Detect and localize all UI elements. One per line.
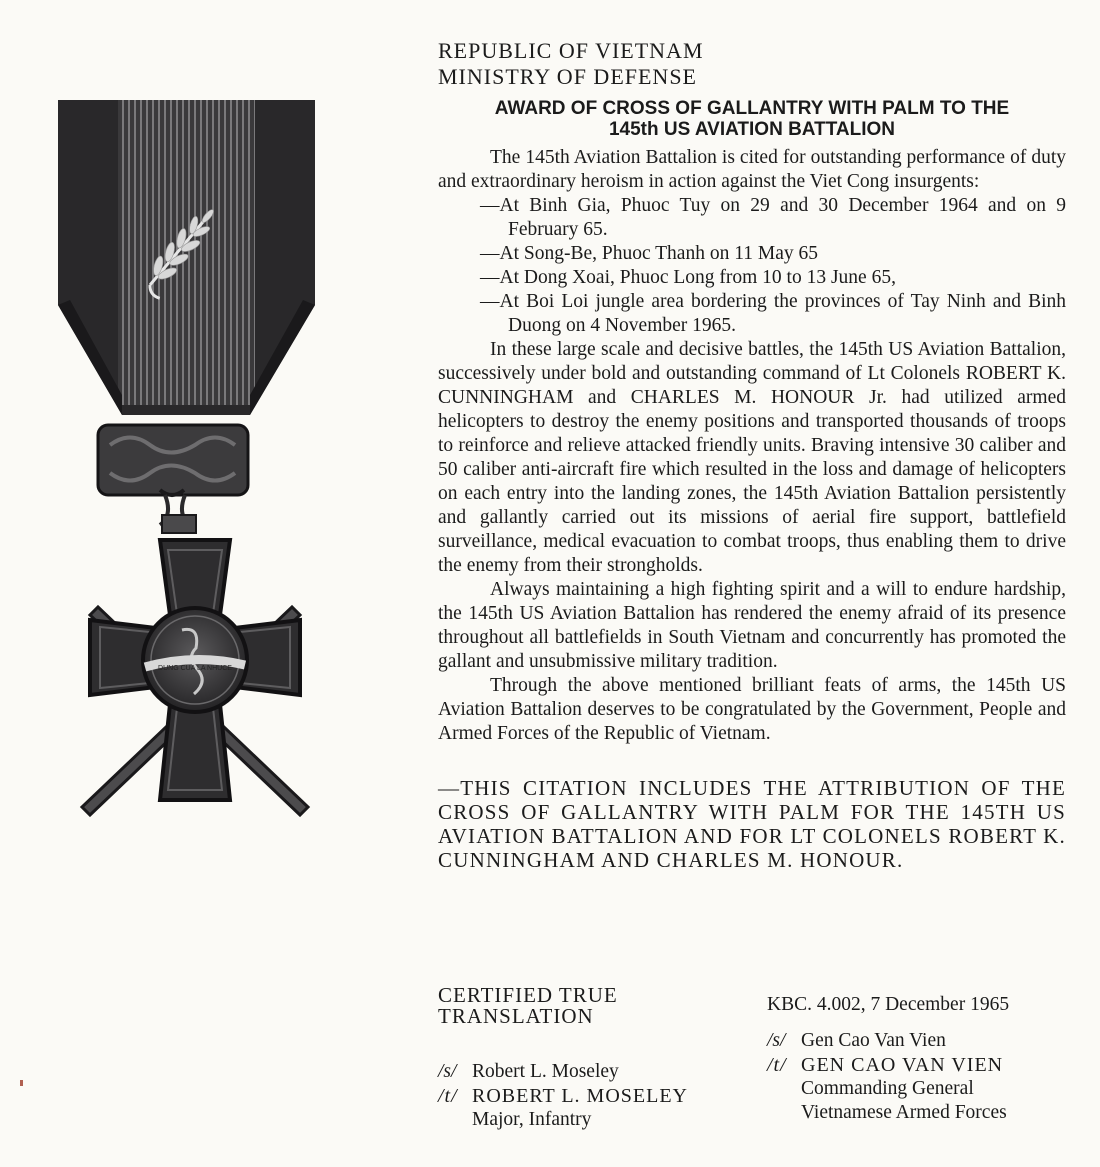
citation-text-column — [438, 38, 1066, 872]
suspension-bar — [98, 425, 248, 533]
certified-line1: CERTIFIED TRUE — [438, 983, 618, 1007]
general-signed-name: Gen Cao Van Vien — [801, 1030, 946, 1051]
action-item: —At Boi Loi jungle area bordering the provinces of Tay Ninh and Binh Duong on 4 November 1965. — [480, 291, 1066, 336]
spirit-paragraph: Always maintaining a high fighting spirit and a will to endure hardship, the 145th US Aviation Battalion has rendered the enemy afraid of its presence throughout all battlefields in South Vietnam and concurrently has promoted the gallant and unsubmissive military tradition. — [438, 579, 1066, 672]
intro-paragraph: The 145th Aviation Battalion is cited for outstanding performance of duty and extraordinary heroism in action against the Viet Cong insurgents: — [438, 147, 1066, 192]
award-title-line2: 145th US AVIATION BATTALION — [608, 119, 896, 140]
general-role-line1: Commanding General — [801, 1078, 974, 1099]
header-ministry: MINISTRY OF DEFENSE — [438, 64, 697, 89]
kbc-date-line: KBC. 4.002, 7 December 1965 — [767, 994, 1010, 1015]
translator-signature-block — [438, 985, 758, 1132]
general-signed-line — [767, 1029, 1087, 1053]
general-typed-line — [767, 1053, 1087, 1077]
typed-mark: /t/ — [767, 1054, 787, 1076]
general-signature-block — [767, 993, 1087, 1125]
translator-rank: Major, Infantry — [472, 1109, 592, 1130]
signed-mark: /s/ — [767, 1030, 786, 1051]
typed-mark: /t/ — [438, 1085, 458, 1107]
certified-line2: TRANSLATION — [438, 1004, 594, 1028]
translator-typed-name: ROBERT L. MOSELEY — [472, 1085, 688, 1107]
medal-motto: DUNG CUA LA NHUCE — [158, 665, 232, 672]
action-item: —At Dong Xoai, Phuoc Long from 10 to 13 June 65, — [480, 267, 896, 288]
signed-mark: /s/ — [438, 1061, 457, 1082]
battles-paragraph: In these large scale and decisive battles, the 145th US Aviation Battalion, successively under bold and outstanding command of Lt Colonels ROBERT K. CUNNINGHAM and CHARLES M. HONOUR Jr. had utilized armed helicopters to destroy the enemy positions and transported thousands of troops to reinforce and relieve attacked friendly units. Braving intensive 30 caliber and 50 caliber anti-aircraft fire which resulted in the loss and damage of helicopters on each entry into the landing zones, the 145th Aviation Battalion persistently and gallantly carried out its missions of aerial fire support, battlefield surveillance, medical evacuation to combat troops, thus enabling them to drive the enemy from their strongholds. — [438, 339, 1066, 576]
citation-attribution: —THIS CITATION INCLUDES THE ATTRIBUTION OF THE CROSS OF GALLANTRY WITH PALM FOR THE 145TH US AVIATION BATTALION AND FOR LT COLONELS ROBERT K. CUNNINGHAM AND CHARLES M. HONOUR. — [438, 776, 1066, 872]
translator-typed-line — [438, 1084, 758, 1108]
header-republic: REPUBLIC OF VIETNAM — [438, 38, 704, 63]
cross-badge — [82, 540, 308, 815]
translator-signed-line — [438, 1060, 758, 1084]
paper-speck — [20, 1080, 23, 1086]
cross-of-gallantry-medal-image — [50, 95, 340, 835]
citation-body — [438, 146, 1066, 746]
congratulations-paragraph: Through the above mentioned brilliant feats of arms, the 145th US Aviation Battalion deserves to be congratulated by the Government, People and Armed Forces of the Republic of Vietnam. — [438, 675, 1066, 744]
translator-signed-name: Robert L. Moseley — [472, 1061, 619, 1082]
action-item: —At Binh Gia, Phuoc Tuy on 29 and 30 December 1964 and on 9 February 65. — [480, 195, 1066, 240]
general-role-line2: Vietnamese Armed Forces — [801, 1102, 1007, 1123]
general-typed-name: GEN CAO VAN VIEN — [801, 1054, 1004, 1076]
award-title — [438, 98, 1066, 140]
award-title-line1: AWARD OF CROSS OF GALLANTRY WITH PALM TO THE — [494, 98, 1010, 119]
action-item: —At Song-Be, Phuoc Thanh on 11 May 65 — [480, 243, 818, 264]
